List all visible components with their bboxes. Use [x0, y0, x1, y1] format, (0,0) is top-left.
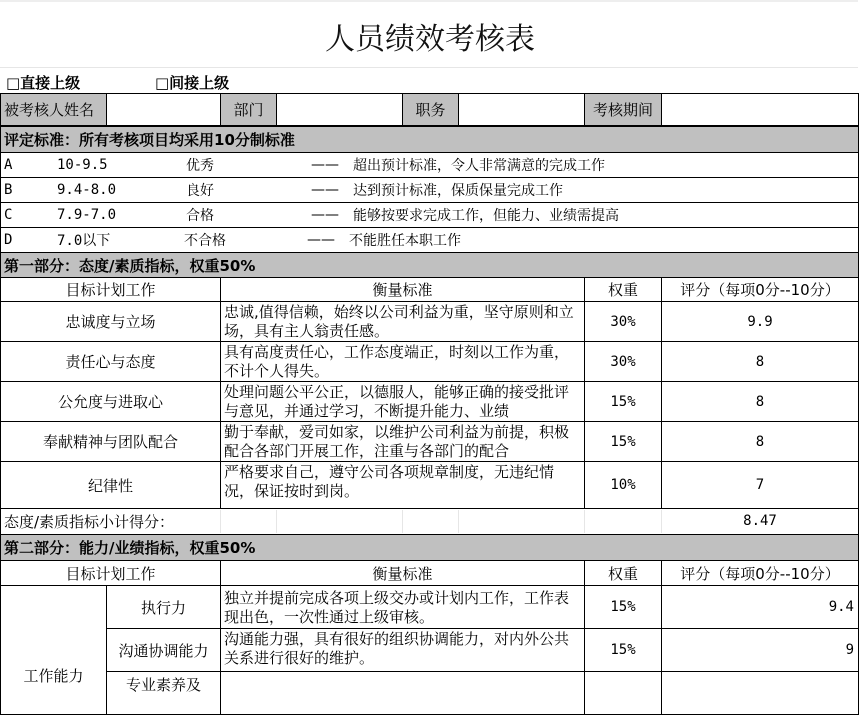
part1-weight: 30% — [584, 301, 662, 342]
part2-weight: 15% — [584, 628, 662, 672]
part1-standard: 忠诚,值得信赖，始终以公司利益为重，坚守原则和立场，具有主人翁责任感。 — [220, 301, 585, 342]
gridline — [584, 510, 585, 533]
part1-weight: 15% — [584, 421, 662, 462]
grade-dash: —— — [311, 207, 339, 223]
part2-score-input[interactable]: 9.4 — [661, 585, 859, 629]
part1-col-standard: 衡量标准 — [220, 277, 585, 302]
grade-dash: —— — [311, 157, 339, 173]
name-label: 被考核人姓名 — [0, 93, 107, 126]
part1-weight: 10% — [584, 461, 662, 509]
part1-weight: 30% — [584, 341, 662, 382]
dept-label: 部门 — [220, 93, 277, 126]
grade-code: B — [4, 182, 13, 198]
part2-score-input[interactable] — [661, 671, 859, 715]
part2-standard: 独立并提前完成各项上级交办或计划内工作，工作表现出色，一次性通过上级审核。 — [220, 585, 585, 629]
checkbox-indirect-superior[interactable]: □间接上级 — [155, 74, 230, 92]
part1-standard: 处理问题公平公正，以德服人，能够正确的接受批评与意见，并通过学习，不断提升能力、业绩 — [220, 381, 585, 422]
grade-range: 10-9.5 — [57, 157, 108, 173]
grade-range: 7.0以下 — [57, 233, 111, 249]
part1-score-input[interactable]: 8 — [661, 381, 859, 422]
part2-standard — [220, 671, 585, 715]
part1-standard: 严格要求自己，遵守公司各项规章制度，无违纪情况，保证按时到岗。 — [220, 461, 585, 509]
grade-desc: 达到预计标准，保质保量完成工作 — [353, 183, 563, 199]
period-label: 考核期间 — [584, 93, 662, 126]
grade-desc: 不能胜任本职工作 — [349, 233, 461, 249]
grade-code: A — [4, 157, 13, 173]
part1-goal: 忠诚度与立场 — [0, 301, 221, 342]
part1-goal: 责任心与态度 — [0, 341, 221, 382]
part1-goal: 奉献精神与团队配合 — [0, 421, 221, 462]
grade-row-a — [0, 152, 859, 178]
grade-desc: 超出预计标准，令人非常满意的完成工作 — [353, 158, 605, 174]
part1-col-goal: 目标计划工作 — [0, 277, 221, 302]
part2-sub-goal: 专业素养及 — [106, 671, 221, 715]
grade-row-b — [0, 177, 859, 203]
grade-level: 合格 — [186, 208, 214, 224]
dept-field[interactable] — [276, 93, 403, 126]
grade-level: 不合格 — [184, 233, 226, 249]
grade-code: C — [4, 207, 13, 223]
grade-code: D — [4, 232, 13, 248]
part2-col-score: 评分（每项0分--10分） — [661, 560, 859, 586]
gridline — [276, 510, 277, 533]
part1-goal: 纪律性 — [0, 461, 221, 509]
checkbox-direct-superior[interactable]: □直接上级 — [6, 74, 81, 92]
grade-dash: —— — [311, 182, 339, 198]
grade-row-d — [0, 227, 859, 253]
grade-dash: —— — [307, 232, 335, 248]
part2-sub-goal: 执行力 — [106, 585, 221, 629]
period-field[interactable] — [661, 93, 859, 126]
grade-range: 9.4-8.0 — [57, 182, 117, 198]
grade-row-c — [0, 202, 859, 228]
part1-col-weight: 权重 — [584, 277, 662, 302]
grade-level: 良好 — [186, 183, 214, 199]
part1-score-input[interactable]: 7 — [661, 461, 859, 509]
part2-score-input[interactable]: 9 — [661, 628, 859, 672]
part1-score-input[interactable]: 8 — [661, 421, 859, 462]
part2-col-goal: 目标计划工作 — [0, 560, 221, 586]
position-label: 职务 — [402, 93, 459, 126]
part1-standard: 勤于奉献，爱司如家，以维护公司利益为前提，积极配合各部门开展工作，注重与各部门的配合 — [220, 421, 585, 462]
grade-desc: 能够按要求完成工作，但能力、业绩需提高 — [353, 208, 619, 224]
part2-weight: 15% — [584, 585, 662, 629]
part1-goal: 公允度与进取心 — [0, 381, 221, 422]
part2-header: 第二部分：能力/业绩指标，权重50% — [0, 534, 859, 561]
criteria-header: 评定标准：所有考核项目均采用10分制标准 — [0, 126, 859, 153]
gridline — [402, 510, 403, 533]
part2-col-standard: 衡量标准 — [220, 560, 585, 586]
position-field[interactable] — [458, 93, 585, 126]
part2-standard: 沟通能力强，具有很好的组织协调能力，对内外公共关系进行很好的维护。 — [220, 628, 585, 672]
part1-header: 第一部分：态度/素质指标，权重50% — [0, 252, 859, 278]
gridline — [220, 510, 221, 533]
part1-score-input[interactable]: 9.9 — [661, 301, 859, 342]
grade-level: 优秀 — [186, 158, 214, 174]
page-title: 人员绩效考核表 — [325, 22, 535, 57]
grade-range: 7.9-7.0 — [57, 207, 117, 223]
part2-sub-goal: 沟通协调能力 — [106, 628, 221, 672]
part1-score-input[interactable]: 8 — [661, 341, 859, 382]
part1-standard: 具有高度责任心，工作态度端正，时刻以工作为重，不计个人得失。 — [220, 341, 585, 382]
part1-col-score: 评分（每项0分--10分） — [661, 277, 859, 302]
part2-col-weight: 权重 — [584, 560, 662, 586]
name-field[interactable] — [106, 93, 221, 126]
gridline — [458, 510, 459, 533]
part1-subtotal-value: 8.47 — [743, 513, 777, 529]
part1-weight: 15% — [584, 381, 662, 422]
part1-subtotal-label: 态度/素质指标小计得分： — [4, 513, 175, 531]
part2-group-label: 工作能力 — [0, 585, 107, 715]
part2-weight — [584, 671, 662, 715]
